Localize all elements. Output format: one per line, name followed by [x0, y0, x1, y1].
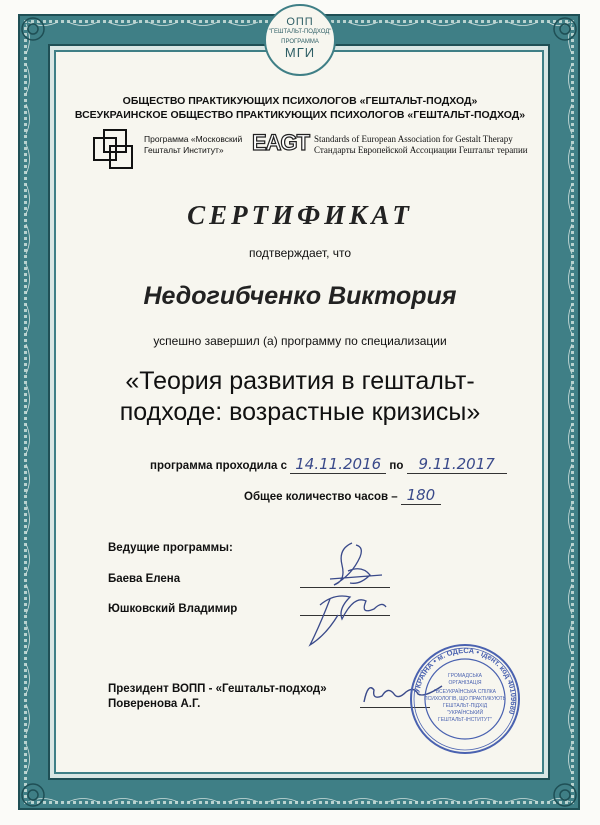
eagt-label — [314, 134, 528, 156]
program-line-2: подходе: возрастные кризисы» — [119, 398, 481, 426]
stamp-line-6: "УКРАЇНСЬКИЙ — [446, 710, 484, 716]
trainers-heading: Ведущие программы: — [108, 542, 233, 554]
stamp-line-7: ГЕШТАЛЬТ-ІНСТИТУТ" — [438, 717, 492, 723]
stamp-line-1: ГРОМАДСЬКА — [447, 673, 483, 679]
organization-stamp — [409, 643, 521, 755]
program-title — [60, 366, 540, 428]
recipient-name: Недогибченко Виктория — [143, 282, 457, 310]
stamp-line-2: ОРГАНІЗАЦІЯ — [448, 680, 482, 686]
period-line — [150, 455, 507, 474]
stamp-line-5: ГЕШТАЛЬТ-ПІДХІД — [442, 703, 488, 709]
stamp-outer-text: УКРАЇНА • м. ОДЕСА • ідент. код 40109680 — [412, 645, 519, 716]
eagt-line-1: Standards of European Association for Gestalt Therapy — [314, 134, 513, 144]
hours-label: Общее количество часов – — [244, 491, 398, 503]
completed-text: успешно завершил (а) программу по специализации — [153, 334, 447, 348]
stamp-line-4: ПСИХОЛОГІВ, ЩО ПРАКТИКУЮТЬ — [424, 696, 506, 702]
president-name: Поверенова А.Г. — [108, 698, 201, 710]
msk-line-1: Программа «Московский — [144, 134, 243, 144]
logos-row — [92, 128, 532, 174]
program-seal — [264, 4, 336, 76]
trainer-1: Баева Елена — [108, 573, 181, 585]
program-line-1: «Теория развития в гештальт- — [125, 367, 475, 395]
hours-value: 180 — [401, 486, 441, 505]
eagt-logo: EAGT — [252, 130, 310, 155]
trainer-signatures — [290, 535, 400, 655]
header-org-1: ОБЩЕСТВО ПРАКТИКУЮЩИХ ПСИХОЛОГОВ «ГЕШТАЛЬТ-ПОДХОД» — [122, 95, 478, 107]
stamp-line-3: "ВСЕУКРАЇНСЬКА СПІЛКА — [434, 689, 496, 695]
confirms-text: подтверждает, что — [248, 246, 352, 260]
trainer-2: Юшковский Владимир — [108, 603, 238, 615]
seal-line-1: ОПП — [286, 16, 314, 28]
msk-program-label — [144, 134, 242, 156]
president-title: Президент ВОПП - «Гештальт-подход» — [108, 683, 327, 695]
date-from: 14.11.2016 — [290, 455, 386, 474]
period-mid: по — [389, 460, 404, 472]
certificate-title: СЕРТИФИКАТ — [187, 200, 413, 230]
seal-line-3: ПРОГРАММА — [281, 39, 319, 45]
hours-line — [244, 486, 441, 505]
seal-line-2: "ГЕШТАЛЬТ-ПОДХОД" — [268, 29, 332, 35]
msk-line-2: Гештальт Институт» — [144, 145, 224, 155]
mgi-logo-icon — [92, 128, 136, 172]
seal-line-4: МГИ — [284, 45, 316, 60]
period-prefix: программа проходила с — [150, 460, 288, 472]
eagt-line-2: Стандарты Европейской Ассоциации Гештальт терапии — [314, 145, 528, 155]
header-org-2: ВСЕУКРАИНСКОЕ ОБЩЕСТВО ПРАКТИКУЮЩИХ ПСИХОЛОГОВ «ГЕШТАЛЬТ-ПОДХОД» — [74, 109, 526, 121]
date-to: 9.11.2017 — [407, 455, 507, 474]
